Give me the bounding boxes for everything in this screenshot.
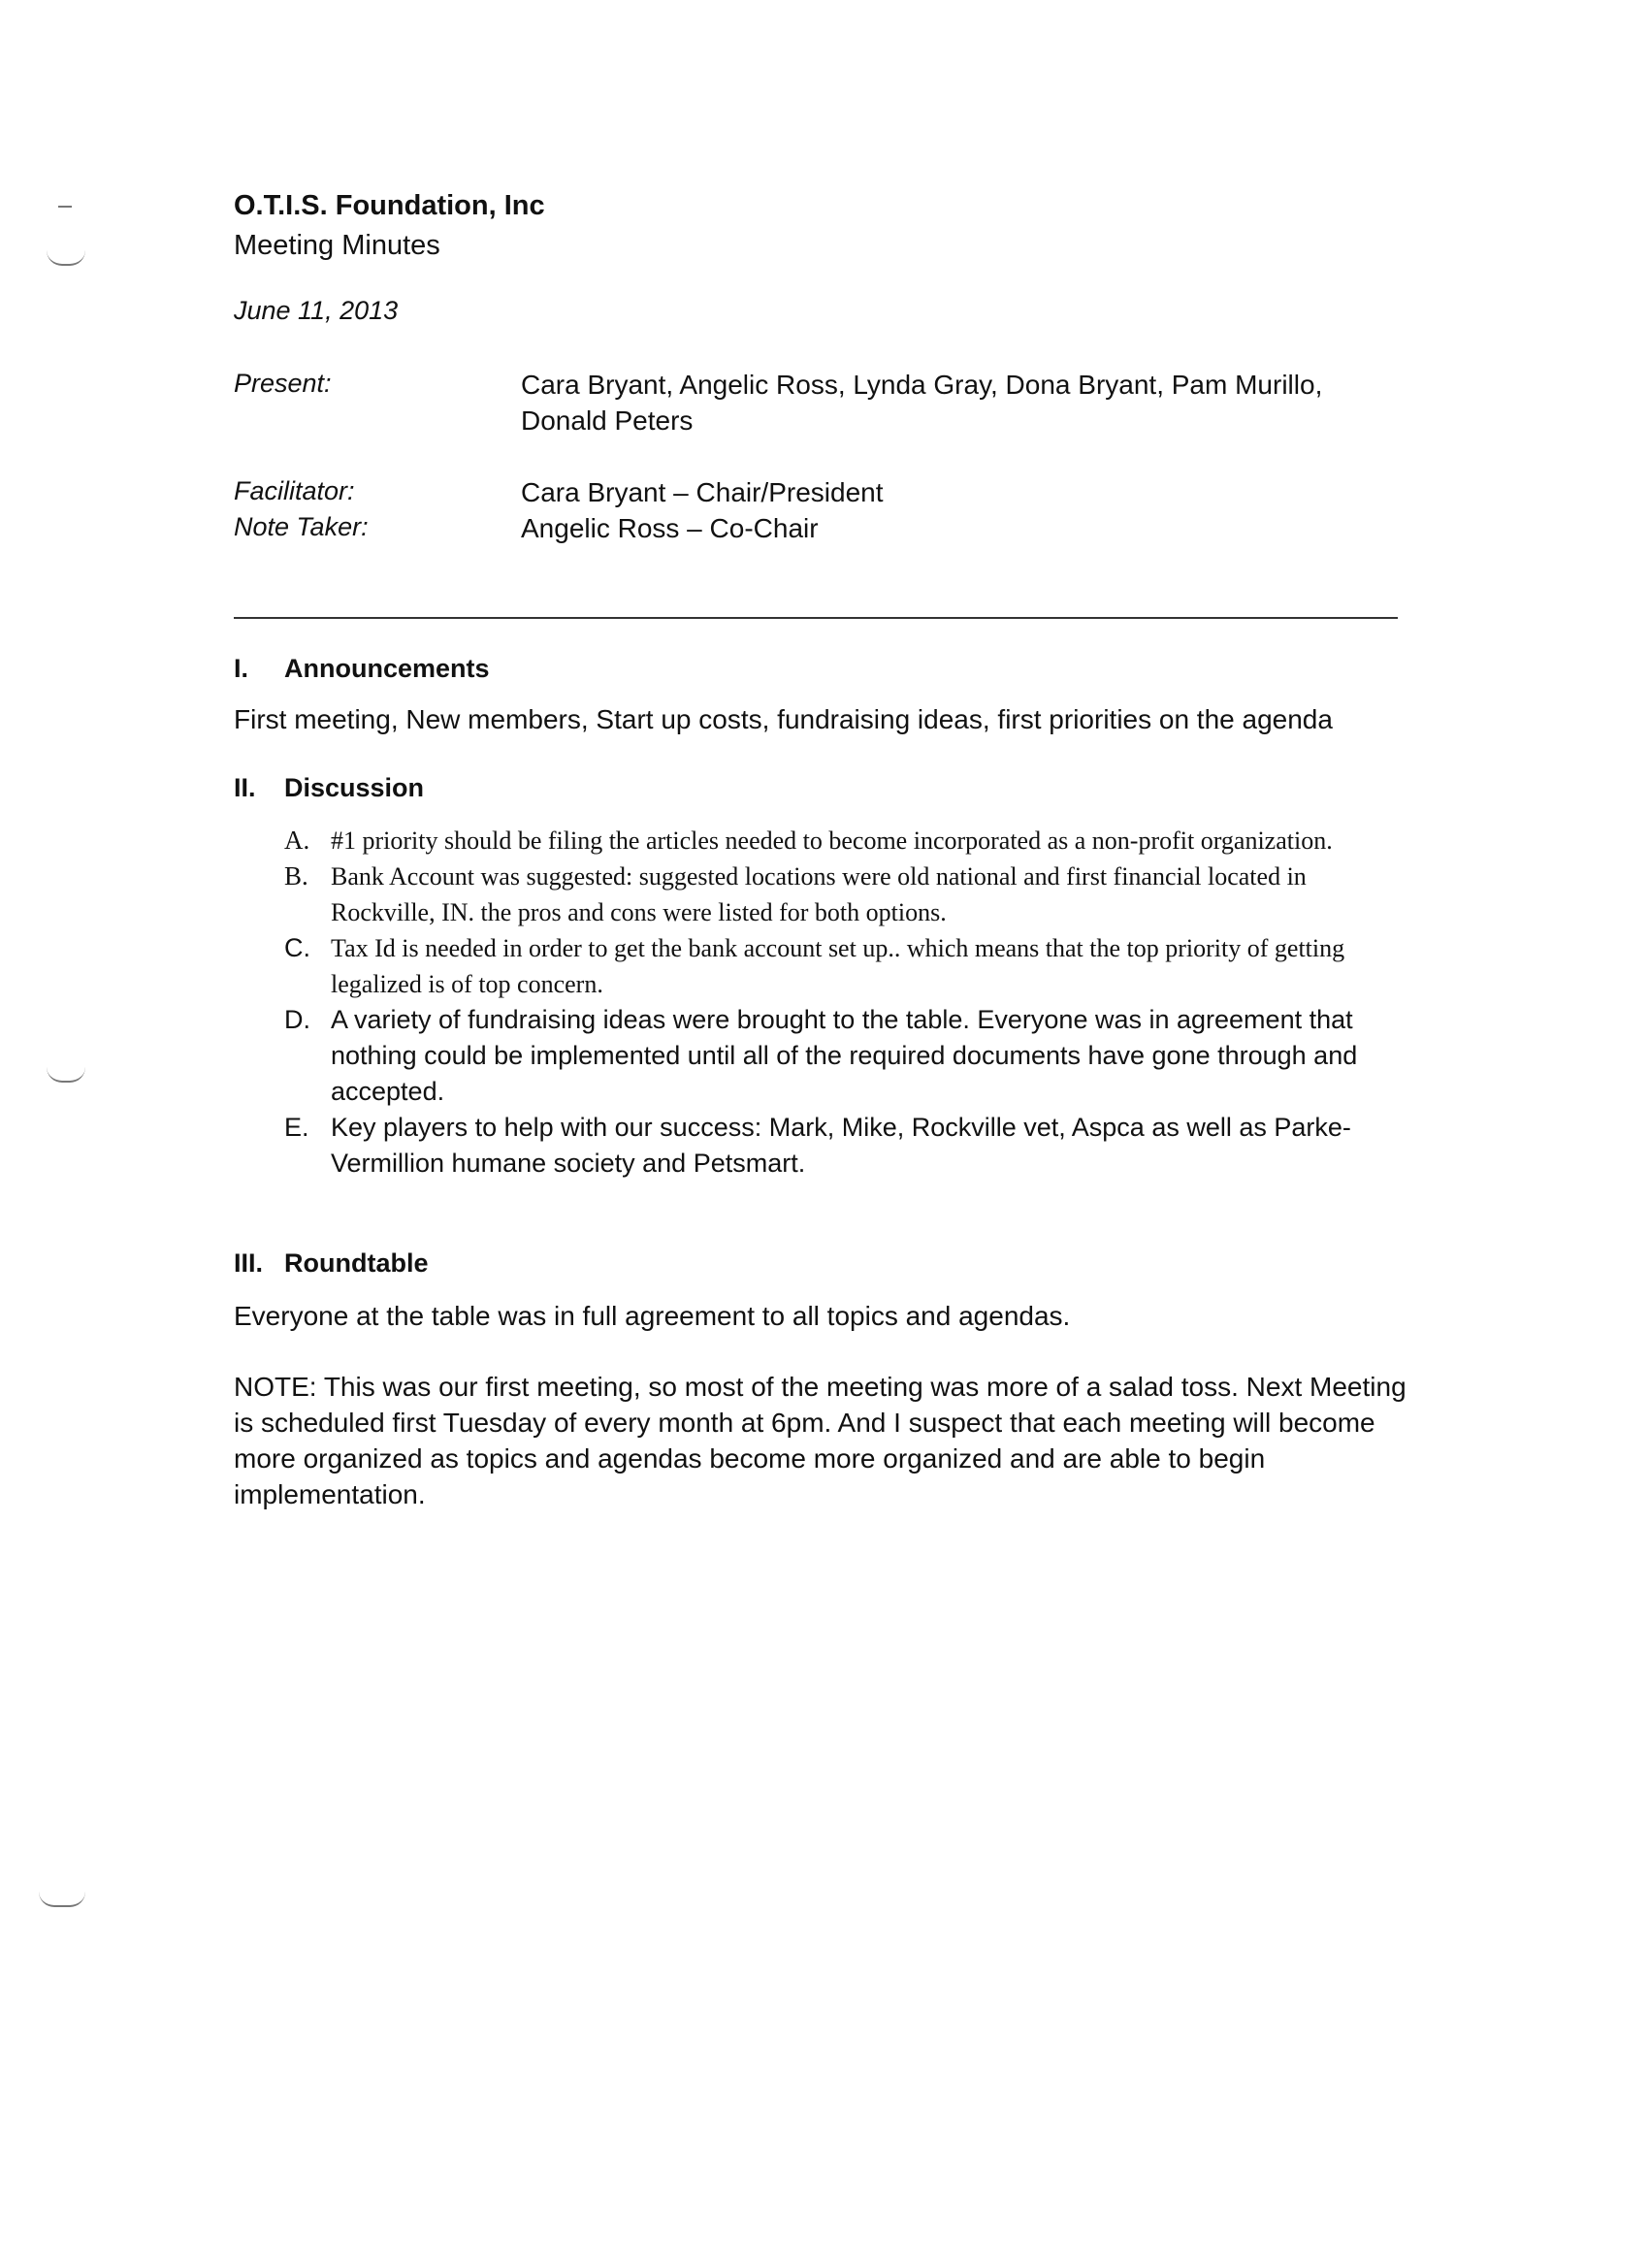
announcements-text: First meeting, New members, Start up costs, fundraising ideas, first priorities on the agenda bbox=[234, 704, 1333, 734]
item-letter: E. bbox=[284, 1113, 309, 1142]
item-text: Key players to help with our success: Mark, Mike, Rockville vet, Aspca as well as Parke-Vermillion humane society and Petsmart. bbox=[331, 1113, 1351, 1178]
item-letter: C. bbox=[284, 933, 310, 962]
discussion-item-b bbox=[284, 859, 1409, 930]
present-line-2: Donald Peters bbox=[521, 405, 694, 436]
facilitator-value: Cara Bryant – Chair/President bbox=[521, 477, 884, 507]
note-taker-value: Angelic Ross – Co-Chair bbox=[521, 513, 819, 543]
discussion-item-d bbox=[284, 1002, 1409, 1110]
item-text: #1 priority should be filing the articles needed to become incorporated as a non-profit organization. bbox=[331, 826, 1333, 855]
scan-mark bbox=[39, 1892, 85, 1907]
note-taker-label: Note Taker: bbox=[234, 512, 369, 541]
scan-mark bbox=[47, 250, 85, 266]
item-text: A variety of fundraising ideas were brought to the table. Everyone was in agreement that nothing could be implemented until all of the required documents have gone through and accepted. bbox=[331, 1005, 1358, 1106]
section-title-discussion: Discussion bbox=[284, 773, 425, 802]
section-number-announcements: I. bbox=[234, 654, 249, 683]
present-label: Present: bbox=[234, 369, 332, 398]
present-list bbox=[521, 367, 1394, 438]
scan-mark bbox=[58, 206, 72, 208]
item-letter: D. bbox=[284, 1005, 310, 1034]
item-text: Bank Account was suggested: suggested locations were old national and first financial located in Rockville, IN. the pros and cons were listed for both options. bbox=[331, 862, 1307, 926]
section-number-roundtable: III. bbox=[234, 1248, 264, 1278]
item-letter: A. bbox=[284, 826, 310, 855]
item-text: Tax Id is needed in order to get the bank account set up.. which means that the top priority of getting legalized is of top concern. bbox=[331, 934, 1345, 998]
section-title-announcements: Announcements bbox=[284, 654, 490, 683]
present-line-1: Cara Bryant, Angelic Ross, Lynda Gray, Dona Bryant, Pam Murillo, bbox=[521, 370, 1323, 400]
meeting-date: June 11, 2013 bbox=[234, 296, 399, 325]
scan-mark bbox=[47, 1067, 85, 1083]
discussion-item-a bbox=[284, 823, 1409, 859]
discussion-list bbox=[284, 823, 1409, 1182]
section-number-discussion: II. bbox=[234, 773, 256, 802]
divider-line bbox=[234, 617, 1398, 619]
organization-name: O.T.I.S. Foundation, Inc bbox=[234, 190, 545, 221]
discussion-item-c bbox=[284, 930, 1409, 1002]
facilitator-label: Facilitator: bbox=[234, 476, 355, 505]
document-type: Meeting Minutes bbox=[234, 230, 440, 261]
closing-note: NOTE: This was our first meeting, so most of the meeting was more of a salad toss. Next Meeting is scheduled first Tuesday of every month at 6pm. And I suspect that each meeting will become more organized as topics and agendas become more organized and are able to begin implementation. bbox=[234, 1372, 1406, 1509]
discussion-item-e bbox=[284, 1110, 1409, 1182]
roundtable-text: Everyone at the table was in full agreement to all topics and agendas. bbox=[234, 1301, 1071, 1331]
item-letter: B. bbox=[284, 861, 308, 891]
section-title-roundtable: Roundtable bbox=[284, 1248, 429, 1278]
